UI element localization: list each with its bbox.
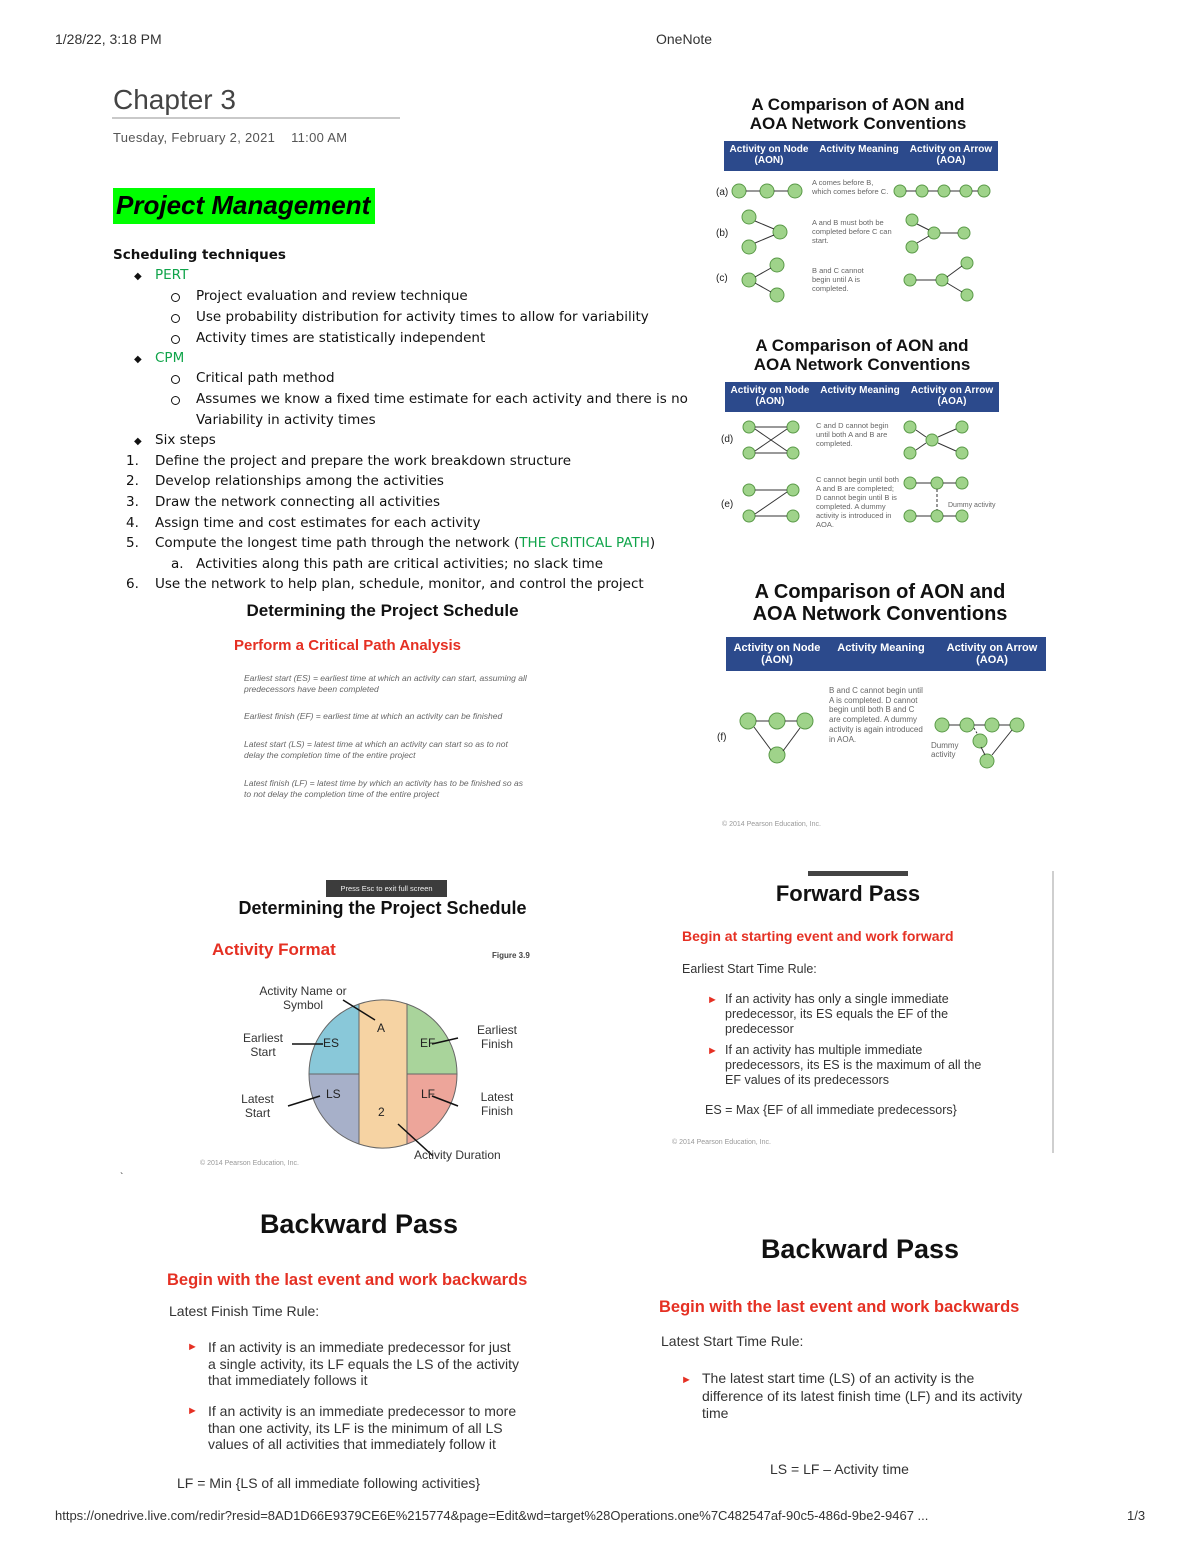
page-number: 1/3 (1127, 1508, 1146, 1523)
slide-activity-format[interactable] (200, 878, 580, 1178)
network-diagram (712, 703, 1062, 773)
rule-bullet: If an activity is an immediate predecessor to more than one activity, its LF is the minimum of all LS values of all activities that immediately follow it (208, 1403, 517, 1452)
definition-es: Earliest start (ES) = earliest time at which an activity can start, assuming all predecessors have been completed (244, 673, 527, 694)
column-header: Activity on Arrow (AOA) (906, 144, 996, 166)
slide-title: Determining the Project Schedule (246, 601, 519, 620)
rule-heading: Latest Start Time Rule: (661, 1333, 804, 1349)
cell-duration: 2 (378, 1105, 385, 1119)
circle-bullet-icon (171, 335, 180, 344)
slide-footer: © 2014 Pearson Education, Inc. (722, 821, 821, 828)
column-header: Activity on Arrow (AOA) (942, 642, 1042, 666)
circle-bullet-icon (171, 314, 180, 323)
slide-critical-path-analysis[interactable] (200, 598, 570, 838)
six-steps-label: Six steps (155, 432, 216, 448)
slide-subtitle: Begin with the last event and work backwards (167, 1271, 528, 1289)
circle-bullet-icon (171, 293, 180, 302)
column-header: Activity on Node (AON) (733, 642, 821, 666)
title-divider (112, 117, 400, 119)
slide-subtitle: Perform a Critical Path Analysis (234, 637, 462, 654)
section-heading: Scheduling techniques (113, 247, 286, 263)
page-title[interactable]: Chapter 3 (113, 84, 236, 115)
triangle-bullet-icon: ► (681, 1374, 692, 1386)
meaning-text: A and B must both be completed before C can start. (812, 218, 892, 245)
column-header: Activity on Node (AON) (727, 385, 813, 407)
row-label: (c) (716, 273, 728, 284)
slide-title: Forward Pass (775, 881, 921, 906)
column-header: Activity Meaning (816, 144, 902, 155)
cpm-label: CPM (155, 350, 185, 366)
row-label: (d) (721, 434, 734, 445)
definition-lf: Latest finish (LF) = latest time by which an activity has to be finished so as to not delay the completion time of the entire project (244, 778, 523, 799)
triangle-bullet-icon: ► (187, 1405, 198, 1417)
table-header (724, 141, 998, 171)
meaning-text: B and C cannot begin until A is completed. (812, 266, 864, 293)
triangle-bullet-icon: ► (707, 994, 718, 1006)
slide-footer: © 2014 Pearson Education, Inc. (200, 1160, 299, 1167)
cell-ls: LS (326, 1087, 341, 1101)
slide-backward-pass-latest-start[interactable] (650, 1232, 1090, 1492)
row-label: (b) (716, 228, 729, 239)
app-name: OneNote (656, 31, 713, 47)
triangle-bullet-icon: ► (707, 1045, 718, 1057)
slide-aon-comparison-2[interactable] (712, 333, 1012, 548)
slide-title: Determining the Project Schedule (238, 898, 527, 918)
definition-ef: Earliest finish (EF) = earliest time at which an activity can be finished (244, 711, 503, 721)
pert-item: Project evaluation and review technique (196, 288, 468, 304)
rule-bullet: If an activity has only a single immediate predecessor, its ES equals the EF of the predecessor (725, 992, 949, 1036)
stray-mark: ` (120, 1172, 124, 1183)
page-url[interactable]: https://onedrive.live.com/redir?resid=8AD1D66E9379CE6E%215774&page=Edit&wd=target%28Operations.one%7C482547af-90c5-486d-9be2-9467 ... (55, 1508, 929, 1523)
rule-heading: Earliest Start Time Rule: (682, 962, 817, 976)
step-item: Draw the network connecting all activities (155, 494, 441, 510)
slide-title: A Comparison of AON and AOA Network Conventions (753, 336, 971, 374)
slide-aon-comparison-3[interactable] (712, 578, 1062, 833)
page-date-day: Tuesday, February 2, 2021 (113, 130, 276, 145)
page-date (113, 130, 347, 145)
meaning-text: C cannot begin until both A and B are completed; D cannot begin until B is completed. A dummy activity is introduced in AOA. (816, 475, 899, 529)
row-label: (e) (721, 499, 734, 510)
dummy-label: Dummy activity (948, 502, 996, 509)
meaning-text: B and C cannot begin until A is completed. D cannot begin until both B and C are completed. A dummy activity is again introduced in AOA. (829, 686, 923, 744)
rule-formula: LF = Min {LS of all immediate following activities} (177, 1475, 481, 1491)
highlighted-heading[interactable]: Project Management (113, 188, 375, 224)
step-subitem: Activities along this path are critical activities; no slack time (196, 556, 604, 572)
page-time: 11:00 AM (291, 130, 348, 145)
print-datetime: 1/28/22, 3:18 PM (55, 31, 162, 47)
rule-heading: Latest Finish Time Rule: (169, 1303, 320, 1319)
label-latest-start: Latest Start (241, 1092, 274, 1120)
cell-activity: A (377, 1021, 386, 1035)
rule-bullet: If an activity has multiple immediate predecessors, its ES is the maximum of all the EF values of its predecessors (725, 1043, 982, 1087)
network-diagram (712, 413, 1012, 528)
circle-bullet-icon (171, 375, 180, 384)
cell-lf: LF (421, 1087, 436, 1101)
pert-label: PERT (155, 267, 189, 283)
slide-subtitle: Activity Format (212, 940, 336, 959)
column-header: Activity on Arrow (AOA) (907, 385, 997, 407)
slide-subtitle: Begin with the last event and work backwards (659, 1298, 1020, 1316)
rule-bullet: If an activity is an immediate predecessor for just a single activity, its LF equals the LS of the activity that immediately follows it (208, 1339, 520, 1388)
activity-format-diagram (200, 978, 580, 1178)
rule-formula: ES = Max {EF of all immediate predecessors} (705, 1103, 957, 1117)
network-diagram (712, 175, 1012, 305)
table-header (725, 382, 999, 412)
slide-title: Backward Pass (760, 1234, 960, 1264)
slide-subtitle: Begin at starting event and work forward (682, 928, 954, 944)
figure-label: Figure 3.9 (492, 951, 530, 960)
rule-formula: LS = LF – Activity time (770, 1461, 909, 1477)
definition-ls: Latest start (LS) = latest time at which an activity can start so as to not delay the completion time of the entire project (244, 739, 508, 760)
table-header (726, 637, 1046, 671)
label-earliest-start: Earliest Start (242, 1031, 283, 1059)
slide-title: Backward Pass (259, 1209, 459, 1239)
meaning-text: C and D cannot begin until both A and B are completed. (816, 421, 889, 448)
slide-title: A Comparison of AON and AOA Network Conventions (752, 581, 1008, 625)
step-item: Compute the longest time path through the network (THE CRITICAL PATH) (155, 535, 656, 551)
step-item: Assign time and cost estimates for each activity (155, 515, 481, 531)
slide-aon-comparison-1[interactable] (712, 90, 1012, 315)
slide-backward-pass-latest-finish[interactable] (160, 1205, 580, 1505)
slide-title: A Comparison of AON and AOA Network Conventions (749, 95, 967, 133)
fullscreen-banner-fragment (808, 871, 908, 876)
pert-item: Activity times are statistically independent (196, 330, 486, 346)
column-header: Activity on Node (AON) (726, 144, 812, 166)
label-activity-name: Activity Name or Symbol (259, 984, 347, 1012)
step-item: Use the network to help plan, schedule, monitor, and control the project (155, 576, 644, 592)
label-earliest-finish: Earliest Finish (476, 1023, 517, 1051)
cell-es: ES (323, 1036, 340, 1050)
column-header: Activity Meaning (837, 642, 925, 654)
label-activity-duration: Activity Duration (414, 1148, 501, 1162)
cpm-item: Assumes we know a fixed time estimate for each activity and there is no (196, 391, 688, 407)
bullet-icon: ◆ (134, 354, 142, 365)
cell-ef: EF (420, 1036, 436, 1050)
pert-item: Use probability distribution for activity times to allow for variability (196, 309, 649, 325)
dummy-label: Dummy activity (931, 741, 959, 759)
row-label: (a) (716, 187, 729, 198)
slide-footer: © 2014 Pearson Education, Inc. (672, 1139, 771, 1146)
circle-bullet-icon (171, 396, 180, 405)
bullet-icon: ◆ (134, 271, 142, 282)
bullet-icon: ◆ (134, 436, 142, 447)
cpm-item: Critical path method (196, 370, 335, 386)
slide-forward-pass[interactable] (662, 871, 1054, 1153)
label-latest-finish: Latest Finish (480, 1090, 514, 1118)
triangle-bullet-icon: ► (187, 1341, 198, 1353)
critical-path-text: THE CRITICAL PATH (519, 535, 650, 551)
column-header: Activity Meaning (817, 385, 903, 396)
fullscreen-banner[interactable]: Press Esc to exit full screen (326, 880, 447, 897)
meaning-text: A comes before B, which comes before C. (812, 178, 889, 196)
rule-bullet: The latest start time (LS) of an activity is the difference of its latest finish time (LF) and its activity time (702, 1370, 1023, 1421)
step-item: Develop relationships among the activities (155, 473, 444, 489)
cpm-item: Variability in activity times (196, 412, 376, 428)
row-label: (f) (717, 732, 727, 743)
step-item: Define the project and prepare the work breakdown structure (155, 453, 572, 469)
